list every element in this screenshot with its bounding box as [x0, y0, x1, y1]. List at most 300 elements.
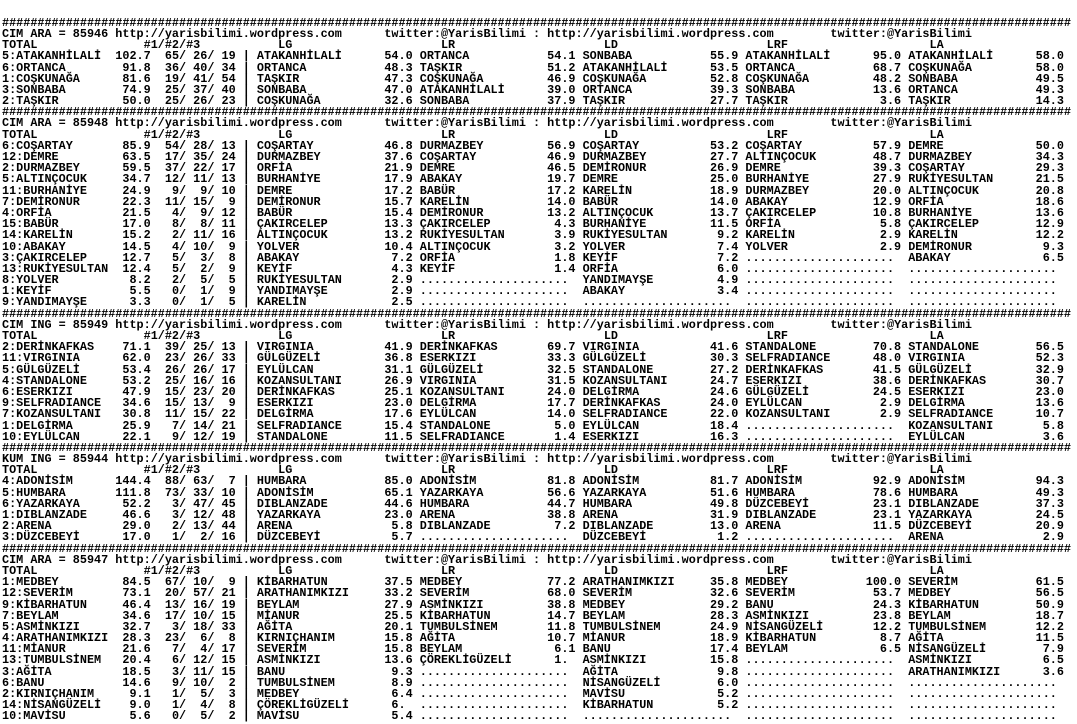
- horse-rank-label: 5:ASMİNKIZI: [2, 619, 109, 634]
- lg-entry: ÇAKIRCELEP 13.3: [256, 217, 420, 232]
- horse-rank-label: 2:DERİNKAFKAS: [2, 340, 109, 355]
- lg-entry: TUMBULSİNEM 8.9: [256, 675, 420, 690]
- column-header: LD: [603, 463, 618, 478]
- column-separator: |: [235, 82, 257, 97]
- hash-divider-text: #######################################################################################################################################################: [2, 440, 1071, 455]
- total-value: 53.2: [108, 373, 151, 388]
- la-entry: ALTINÇOCUK 20.8: [908, 183, 1072, 198]
- column-separator: |: [235, 631, 257, 646]
- total-value: 21.6: [108, 642, 151, 657]
- lrf-entry: .....................: [745, 250, 909, 265]
- la-entry: BURHANİYE 13.6: [908, 205, 1072, 220]
- hash-divider-text: #######################################################################################################################################################: [2, 15, 1071, 30]
- la-entry: YAZARKAYA 24.5: [908, 508, 1072, 523]
- total-value: 17.0: [108, 530, 151, 545]
- lg-entry: DÜZCEBEYİ 5.7: [256, 530, 420, 545]
- lg-entry: BEYLAM 27.9: [256, 597, 420, 612]
- place-counts: 67/ 10/ 9: [157, 575, 236, 590]
- lrf-entry: .....................: [745, 709, 909, 724]
- total-value: 144.4: [108, 474, 151, 489]
- lg-entry: GÜLGÜZELİ 36.8: [256, 351, 420, 366]
- column-separator: |: [235, 407, 257, 422]
- total-value: 12.7: [108, 250, 151, 265]
- horse-rank-label: 9:SELFRADIANCE: [2, 396, 109, 411]
- total-value: 21.5: [108, 205, 151, 220]
- column-separator: |: [235, 172, 257, 187]
- column-separator: |: [235, 94, 257, 109]
- ld-entry: MEDBEY 29.2: [582, 597, 746, 612]
- lrf-entry: GÜLGÜZELİ 24.5: [745, 384, 909, 399]
- horse-rank-label: 4:ADONİSİM: [2, 474, 109, 489]
- place-counts: 9/ 10/ 2: [157, 675, 236, 690]
- column-separator: |: [235, 60, 257, 75]
- column-header: #1/#2/#3: [143, 38, 201, 53]
- column-header: LD: [603, 563, 618, 578]
- horse-rank-label: 3:AĞİTA: [2, 664, 109, 679]
- lrf-entry: .....................: [745, 675, 909, 690]
- column-header: TOTAL: [2, 563, 38, 578]
- place-counts: 19/ 41/ 54: [157, 71, 236, 86]
- la-entry: .....................: [908, 261, 1072, 276]
- column-separator: |: [235, 261, 257, 276]
- lg-entry: KİBARHATUN 37.5: [256, 575, 420, 590]
- horse-rank-label: 10:ABAKAY: [2, 239, 109, 254]
- horse-rank-label: 3:DÜZCEBEYİ: [2, 530, 109, 545]
- la-entry: ARATHANIMKIZI 3.6: [908, 664, 1072, 679]
- column-header: LA: [929, 563, 944, 578]
- lg-entry: DEMİRONUR 15.7: [256, 194, 420, 209]
- column-header: #1/#2/#3: [143, 127, 201, 142]
- column-separator: |: [235, 586, 257, 601]
- site-url: http://yarisbilimi.wordpress.com: [547, 317, 774, 332]
- total-value: 52.2: [108, 496, 151, 511]
- lr-entry: VIRGINIA 31.5: [419, 373, 583, 388]
- lr-entry: DEMRE 46.5: [419, 161, 583, 176]
- total-value: 17.0: [108, 217, 151, 232]
- la-entry: DELGİRMA 13.6: [908, 396, 1072, 411]
- lg-entry: ATAKANHİLALİ 54.0: [256, 49, 420, 64]
- ld-entry: STANDALONE 27.2: [582, 362, 746, 377]
- total-value: 111.8: [108, 485, 151, 500]
- site-url: http://yarisbilimi.wordpress.com: [115, 452, 342, 467]
- column-separator: |: [235, 642, 257, 657]
- lr-entry: .....................: [419, 675, 583, 690]
- lr-entry: SONBABA 37.9: [419, 94, 583, 109]
- lrf-entry: ALTINÇOCUK 48.7: [745, 150, 909, 165]
- column-separator: |: [235, 161, 257, 176]
- twitter-handle: twitter:@YarisBilimi: [830, 452, 972, 467]
- la-entry: COŞKUNAĞA 58.0: [908, 60, 1072, 75]
- lr-entry: DEMİRONUR 13.2: [419, 205, 583, 220]
- lrf-entry: DERİNKAFKAS 41.5: [745, 362, 909, 377]
- twitter-handle: twitter:@YarisBilimi: [384, 552, 526, 567]
- ld-entry: DEMRE 25.0: [582, 172, 746, 187]
- la-entry: .....................: [908, 273, 1072, 288]
- ld-entry: ESERKIZI 16.3: [582, 429, 746, 444]
- horse-rank-label: 8:YOLVER: [2, 273, 109, 288]
- ld-entry: ADONİSİM 81.7: [582, 474, 746, 489]
- horse-rank-label: 12:DEMRE: [2, 150, 109, 165]
- place-counts: 2/ 5/ 5: [157, 273, 236, 288]
- lr-entry: TUMBULSİNEM 11.8: [419, 619, 583, 634]
- total-value: 47.9: [108, 384, 151, 399]
- total-value: 32.7: [108, 619, 151, 634]
- ld-entry: DELGİRMA 24.6: [582, 384, 746, 399]
- total-value: 53.4: [108, 362, 151, 377]
- total-value: 14.5: [108, 239, 151, 254]
- column-separator: |: [235, 575, 257, 590]
- column-separator: |: [235, 519, 257, 534]
- column-header: LG: [278, 127, 293, 142]
- lg-entry: DURMAZBEY 37.6: [256, 150, 420, 165]
- lr-entry: BABÜR 17.2: [419, 183, 583, 198]
- lrf-entry: ASMİNKIZI 23.8: [745, 608, 909, 623]
- place-counts: 25/ 16/ 16: [157, 373, 236, 388]
- ld-entry: ABAKAY 3.4: [582, 284, 746, 299]
- place-counts: 7/ 4/ 17: [157, 642, 236, 657]
- ld-entry: ORFİA 6.0: [582, 261, 746, 276]
- ld-entry: VIRGINIA 41.6: [582, 340, 746, 355]
- horse-rank-label: 11:BURHANİYE: [2, 183, 109, 198]
- column-separator: |: [235, 150, 257, 165]
- la-entry: KARELİN 12.2: [908, 228, 1072, 243]
- column-separator: |: [235, 250, 257, 265]
- lrf-entry: KARELİN 2.9: [745, 228, 909, 243]
- site-url: http://yarisbilimi.wordpress.com: [547, 452, 774, 467]
- ld-entry: ASMİNKIZI 15.8: [582, 653, 746, 668]
- place-counts: 8/ 8/ 11: [157, 217, 236, 232]
- la-entry: ARENA 2.9: [908, 530, 1072, 545]
- column-header: LR: [440, 38, 456, 53]
- lg-entry: DEMRE 17.2: [256, 183, 420, 198]
- lg-entry: ORTANCA 48.3: [256, 60, 420, 75]
- column-header: LR: [440, 329, 456, 344]
- total-value: 22.1: [108, 429, 151, 444]
- lg-entry: RUKİYESULTAN 2.9: [256, 273, 420, 288]
- horse-rank-label: 6:BANU: [2, 675, 109, 690]
- lrf-entry: HUMBARA 78.6: [745, 485, 909, 500]
- lg-entry: KIRNIÇHANIM 15.8: [256, 631, 420, 646]
- total-value: 91.8: [108, 60, 151, 75]
- lrf-entry: .....................: [745, 418, 909, 433]
- lg-entry: BANU 9.3: [256, 664, 420, 679]
- horse-rank-label: 1:DELGİRMA: [2, 418, 109, 433]
- horse-rank-label: 10:MAVİSU: [2, 709, 109, 724]
- column-separator: |: [235, 239, 257, 254]
- la-entry: DERİNKAFKAS 30.7: [908, 373, 1072, 388]
- la-entry: HUMBARA 49.3: [908, 485, 1072, 500]
- column-separator: |: [235, 675, 257, 690]
- lr-entry: .....................: [419, 698, 583, 713]
- hash-divider-text: #######################################################################################################################################################: [2, 306, 1071, 321]
- ld-entry: GÜLGÜZELİ 30.3: [582, 351, 746, 366]
- horse-rank-label: 4:ARATHANIMKIZI: [2, 631, 109, 646]
- column-header: LD: [603, 127, 618, 142]
- column-separator: |: [235, 205, 257, 220]
- horse-rank-label: 14:KARELİN: [2, 228, 109, 243]
- total-value: 63.5: [108, 150, 151, 165]
- horse-rank-label: 6:YAZARKAYA: [2, 496, 109, 511]
- lrf-entry: STANDALONE 70.8: [745, 340, 909, 355]
- total-value: 8.2: [108, 273, 151, 288]
- la-entry: RUKİYESULTAN 21.5: [908, 172, 1072, 187]
- place-counts: 25/ 37/ 40: [157, 82, 236, 97]
- ld-entry: DÜZCEBEYİ 1.2: [582, 530, 746, 545]
- lr-entry: KOZANSULTANI 24.0: [419, 384, 583, 399]
- column-header: LA: [929, 329, 944, 344]
- lr-entry: .....................: [419, 284, 583, 299]
- total-value: 34.7: [108, 172, 151, 187]
- lrf-entry: .....................: [745, 284, 909, 299]
- total-value: 24.9: [108, 183, 151, 198]
- lrf-entry: SEVERİM 53.7: [745, 586, 909, 601]
- place-counts: 11/ 15/ 22: [157, 407, 236, 422]
- column-separator: |: [235, 340, 257, 355]
- total-value: 102.7: [108, 49, 151, 64]
- lrf-entry: KİBARHATUN 8.7: [745, 631, 909, 646]
- total-value: 50.0: [108, 94, 151, 109]
- place-counts: 12/ 11/ 13: [157, 172, 236, 187]
- ld-entry: YOLVER 7.4: [582, 239, 746, 254]
- la-entry: EYLÜLCAN 3.6: [908, 429, 1072, 444]
- column-header: TOTAL: [2, 463, 38, 478]
- lg-entry: DERİNKAFKAS 25.1: [256, 384, 420, 399]
- ld-entry: KEYİF 7.2: [582, 250, 746, 265]
- lg-entry: STANDALONE 11.5: [256, 429, 420, 444]
- horse-rank-label: 3:ÇAKIRCELEP: [2, 250, 109, 265]
- lrf-entry: .....................: [745, 295, 909, 310]
- horse-rank-label: 10:EYLÜLCAN: [2, 429, 109, 444]
- lg-entry: DELGİRMA 17.6: [256, 407, 420, 422]
- place-counts: 2/ 13/ 44: [157, 519, 236, 534]
- lrf-entry: COŞARTAY 57.9: [745, 138, 909, 153]
- lr-entry: GÜLGÜZELİ 32.5: [419, 362, 583, 377]
- horse-rank-label: 6:ESERKIZI: [2, 384, 109, 399]
- site-url: http://yarisbilimi.wordpress.com: [547, 552, 774, 567]
- la-entry: DÜZCEBEYİ 20.9: [908, 519, 1072, 534]
- ld-entry: DEMİRONUR 26.9: [582, 161, 746, 176]
- place-counts: 3/ 12/ 48: [157, 508, 236, 523]
- column-separator: |: [235, 474, 257, 489]
- place-counts: 2/ 11/ 16: [157, 228, 236, 243]
- lg-entry: ALTINÇOCUK 13.2: [256, 228, 420, 243]
- lg-entry: ARENA 5.8: [256, 519, 420, 534]
- lrf-entry: ARENA 11.5: [745, 519, 909, 534]
- lrf-entry: .....................: [745, 698, 909, 713]
- la-entry: KİBARHATUN 50.9: [908, 597, 1072, 612]
- horse-rank-label: 11:MİANUR: [2, 642, 109, 657]
- ld-entry: SONBABA 55.9: [582, 49, 746, 64]
- lrf-entry: COŞKUNAĞA 48.2: [745, 71, 909, 86]
- la-entry: ORFİA 18.6: [908, 194, 1072, 209]
- column-separator: |: [235, 295, 257, 310]
- ld-entry: COŞKUNAĞA 52.8: [582, 71, 746, 86]
- ld-entry: DIBLANZADE 13.0: [582, 519, 746, 534]
- ld-entry: KOZANSULTANI 24.7: [582, 373, 746, 388]
- place-counts: 11/ 15/ 9: [157, 194, 236, 209]
- place-counts: 54/ 28/ 13: [157, 138, 236, 153]
- column-header: LRF: [766, 127, 788, 142]
- total-value: 34.6: [108, 396, 151, 411]
- table-row: [2, 711, 1077, 722]
- column-header: LRF: [766, 463, 788, 478]
- place-counts: 5/ 2/ 9: [157, 261, 236, 276]
- place-counts: 65/ 26/ 19: [157, 49, 236, 64]
- column-separator: |: [235, 687, 257, 702]
- la-entry: GÜLGÜZELİ 32.9: [908, 362, 1072, 377]
- place-counts: 1/ 2/ 16: [157, 530, 236, 545]
- race-stats-report: [0, 12, 1077, 723]
- lg-entry: ABAKAY 7.2: [256, 250, 420, 265]
- column-separator: |: [235, 608, 257, 623]
- column-header: LG: [278, 563, 293, 578]
- section-header: CIM ARA = 85946 http://yarisbilimi.wordpress.com twitter:@YarisBilimi : http://yarisbilimi.wordpress.com twitter:@YarisBilimi: [2, 26, 972, 41]
- lr-entry: .....................: [419, 273, 583, 288]
- ld-entry: .....................: [582, 295, 746, 310]
- column-separator: |: [235, 653, 257, 668]
- column-separator: |: [235, 284, 257, 299]
- place-counts: 3/ 47/ 45: [157, 496, 236, 511]
- lr-entry: ABAKAY 19.7: [419, 172, 583, 187]
- la-entry: ORTANCA 49.3: [908, 82, 1072, 97]
- place-counts: 23/ 6/ 8: [157, 631, 236, 646]
- twitter-handle: twitter:@YarisBilimi: [384, 317, 526, 332]
- horse-rank-label: 13:TUMBULSİNEM: [2, 653, 109, 668]
- total-value: 12.4: [108, 261, 151, 276]
- place-counts: 4/ 10/ 9: [157, 239, 236, 254]
- lrf-entry: .....................: [745, 664, 909, 679]
- la-entry: COŞARTAY 29.3: [908, 161, 1072, 176]
- lg-entry: HUMBARA 85.0: [256, 474, 420, 489]
- ld-entry: ARATHANIMKIZI 35.8: [582, 575, 746, 590]
- lrf-entry: EYLÜLCAN 2.9: [745, 396, 909, 411]
- section-header: CIM ING = 85949 http://yarisbilimi.wordpress.com twitter:@YarisBilimi : http://yarisbilimi.wordpress.com twitter:@YarisBilimi: [2, 317, 972, 332]
- la-entry: TUMBULSİNEM 12.2: [908, 619, 1072, 634]
- total-value: 34.6: [108, 608, 151, 623]
- lg-entry: ADONİSİM 65.1: [256, 485, 420, 500]
- lrf-entry: MEDBEY 100.0: [745, 575, 909, 590]
- site-url: http://yarisbilimi.wordpress.com: [115, 317, 342, 332]
- twitter-handle: twitter:@YarisBilimi: [830, 552, 972, 567]
- total-value: 81.6: [108, 71, 151, 86]
- column-separator: |: [235, 418, 257, 433]
- place-counts: 13/ 16/ 19: [157, 597, 236, 612]
- lg-entry: YANDIMAYŞE 2.9: [256, 284, 420, 299]
- lrf-entry: ATAKANHİLALİ 95.0: [745, 49, 909, 64]
- ld-entry: ARENA 31.9: [582, 508, 746, 523]
- total-value: 30.8: [108, 407, 151, 422]
- column-separator: |: [235, 217, 257, 232]
- column-separator: |: [235, 698, 257, 713]
- column-separator: |: [235, 49, 257, 64]
- ld-entry: SELFRADIANCE 22.0: [582, 407, 746, 422]
- site-url: http://yarisbilimi.wordpress.com: [115, 26, 342, 41]
- horse-rank-label: 9:YANDIMAYŞE: [2, 295, 109, 310]
- lrf-entry: .....................: [745, 429, 909, 444]
- column-separator: |: [235, 194, 257, 209]
- la-entry: DIBLANZADE 37.3: [908, 496, 1072, 511]
- total-value: 46.6: [108, 508, 151, 523]
- lr-entry: ESERKIZI 33.3: [419, 351, 583, 366]
- la-entry: ATAKANHİLALİ 58.0: [908, 49, 1072, 64]
- lr-entry: ÇÖREKLİGÜZELİ 1.: [419, 653, 583, 668]
- lr-entry: DERİNKAFKAS 69.7: [419, 340, 583, 355]
- lrf-entry: .....................: [745, 530, 909, 545]
- column-header: LRF: [766, 563, 788, 578]
- total-value: 15.2: [108, 228, 151, 243]
- ld-entry: HUMBARA 49.8: [582, 496, 746, 511]
- lr-entry: ASMİNKIZI 38.8: [419, 597, 583, 612]
- column-header: LR: [440, 463, 456, 478]
- ld-entry: MİANUR 18.9: [582, 631, 746, 646]
- place-counts: 73/ 33/ 10: [157, 485, 236, 500]
- column-header: LG: [278, 329, 293, 344]
- lrf-entry: .....................: [745, 273, 909, 288]
- horse-rank-label: 7:KOZANSULTANI: [2, 407, 109, 422]
- la-entry: ABAKAY 6.5: [908, 250, 1072, 265]
- lg-entry: BURHANİYE 17.9: [256, 172, 420, 187]
- lr-entry: DIBLANZADE 7.2: [419, 519, 583, 534]
- lg-entry: SELFRADIANCE 15.4: [256, 418, 420, 433]
- horse-rank-label: 1:MEDBEY: [2, 575, 109, 590]
- lr-entry: .....................: [419, 709, 583, 724]
- place-counts: 17/ 10/ 15: [157, 608, 236, 623]
- lr-entry: ALTINÇOCUK 3.2: [419, 239, 583, 254]
- la-entry: MEDBEY 56.5: [908, 586, 1072, 601]
- lr-entry: .....................: [419, 295, 583, 310]
- la-entry: SONBABA 49.5: [908, 71, 1072, 86]
- total-value: 74.9: [108, 82, 151, 97]
- place-counts: 37/ 22/ 17: [157, 161, 236, 176]
- la-entry: .....................: [908, 709, 1072, 724]
- horse-rank-label: 15:BABÜR: [2, 217, 109, 232]
- total-value: 46.4: [108, 597, 151, 612]
- lr-entry: .....................: [419, 530, 583, 545]
- place-counts: 20/ 57/ 21: [157, 586, 236, 601]
- la-entry: .....................: [908, 675, 1072, 690]
- la-entry: ESERKIZI 23.0: [908, 384, 1072, 399]
- lg-entry: COŞARTAY 46.8: [256, 138, 420, 153]
- horse-rank-label: 7:DEMİRONUR: [2, 194, 109, 209]
- total-value: 25.9: [108, 418, 151, 433]
- ld-entry: .....................: [582, 709, 746, 724]
- lr-entry: COŞKUNAĞA 46.9: [419, 71, 583, 86]
- la-entry: NİSANGÜZELİ 7.9: [908, 642, 1072, 657]
- horse-rank-label: 1:KEYİF: [2, 284, 109, 299]
- total-value: 73.1: [108, 586, 151, 601]
- column-header: LD: [603, 38, 618, 53]
- lrf-entry: ESERKIZI 38.6: [745, 373, 909, 388]
- column-separator: |: [235, 384, 257, 399]
- lrf-entry: ORTANCA 68.7: [745, 60, 909, 75]
- total-value: 84.5: [108, 575, 151, 590]
- total-value: 3.3: [108, 295, 151, 310]
- horse-rank-label: 11:VIRGINIA: [2, 351, 109, 366]
- lrf-entry: NİSANGÜZELİ 12.2: [745, 619, 909, 634]
- column-separator: |: [235, 429, 257, 444]
- lg-entry: ASMİNKIZI 13.6: [256, 653, 420, 668]
- lr-entry: SELFRADIANCE 1.4: [419, 429, 583, 444]
- column-separator: |: [235, 71, 257, 86]
- lr-entry: COŞARTAY 46.9: [419, 150, 583, 165]
- total-value: 9.1: [108, 687, 151, 702]
- lr-entry: AĞİTA 10.7: [419, 631, 583, 646]
- place-counts: 3/ 11/ 15: [157, 664, 236, 679]
- lrf-entry: DURMAZBEY 20.0: [745, 183, 909, 198]
- ld-entry: SEVERİM 32.6: [582, 586, 746, 601]
- lg-entry: MAVİSU 5.4: [256, 709, 420, 724]
- lr-entry: STANDALONE 5.0: [419, 418, 583, 433]
